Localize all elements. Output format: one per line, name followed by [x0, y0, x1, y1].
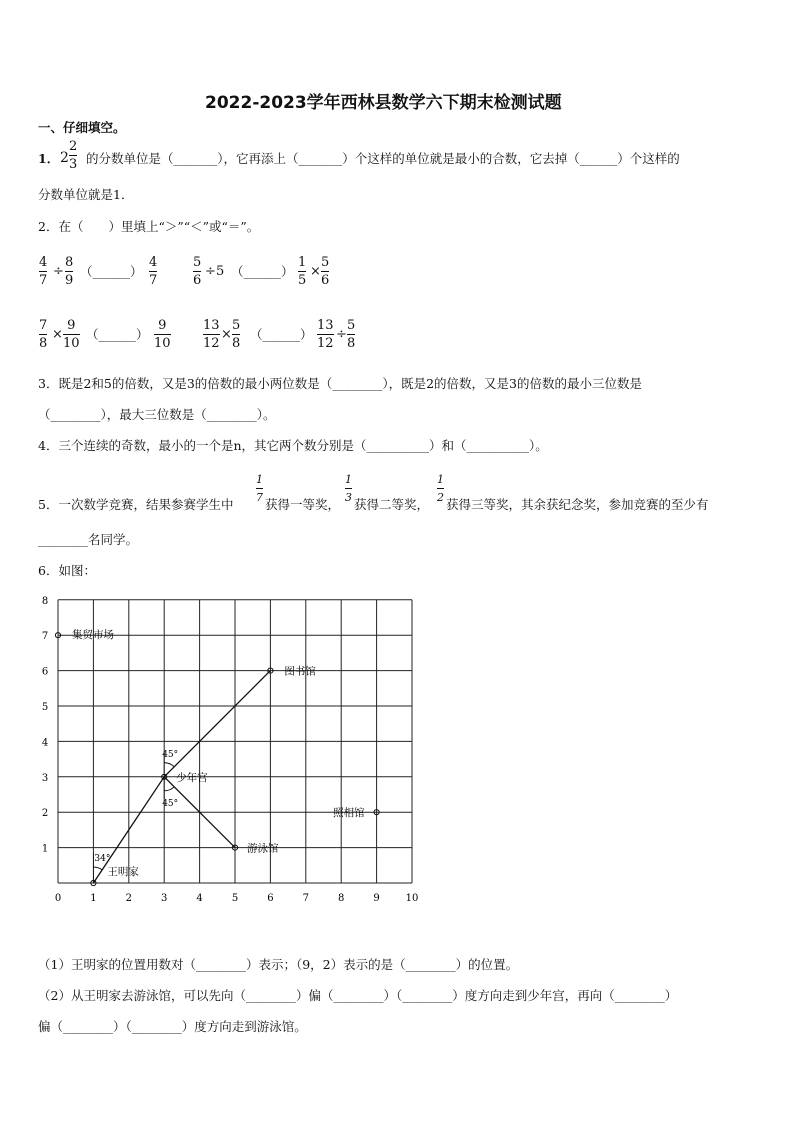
q2-text: 2．在（ ）里填上“＞”“＜”或“＝”。	[38, 219, 260, 234]
q6-sub2a: （2）从王明家去游泳馆，可以先向（________）偏（________）（________）度方向走到少年宫，再向（________）	[38, 988, 678, 1003]
den: 5	[298, 273, 307, 288]
den: 7	[149, 273, 158, 288]
x-tick-label: 8	[338, 893, 345, 904]
q2-r2a-frac2	[63, 318, 80, 351]
q2-r1a-frac3	[149, 255, 157, 288]
den: 10	[154, 336, 171, 351]
x-tick-label: 6	[267, 893, 274, 904]
q5-frac2	[345, 472, 352, 505]
y-tick-label: 1	[41, 843, 49, 855]
location-label: 王明家	[107, 866, 139, 878]
location-label: 图书馆	[284, 665, 316, 678]
route-segment	[164, 671, 270, 777]
q2-r2b-frac2	[232, 318, 240, 351]
x-tick-label: 10	[405, 893, 419, 904]
num: 13	[203, 318, 220, 333]
angle-label: 45°	[162, 798, 179, 809]
q6-sub1: （1）王明家的位置用数对（________）表示；（9，2）表示的是（________）的位置。	[38, 957, 519, 972]
angle-label: 34°	[94, 854, 111, 864]
y-tick-label: 6	[41, 666, 49, 678]
q2-r2b-blank[interactable]: （______）	[250, 327, 313, 342]
q6-sub2b: 偏（________）（________）度方向走到游泳馆。	[38, 1019, 307, 1034]
q1-whole: 2	[60, 150, 69, 166]
y-tick-label: 3	[41, 772, 49, 784]
section-heading: 一、仔细填空。	[38, 120, 126, 135]
q2-r2a-op: ×	[52, 327, 63, 342]
den: 6	[321, 273, 330, 288]
q5-line2: ________名同学。	[38, 532, 139, 547]
x-tick-label: 2	[125, 893, 132, 904]
q2-r1b-frac2	[298, 255, 306, 288]
y-tick-label: 8	[41, 595, 49, 607]
q1-text: 的分数单位是（_______），它再添上（_______）个这样的单位就是最小的合数，它去掉（______）个这样的	[86, 151, 680, 166]
q2-r2a-frac3	[154, 318, 171, 351]
q1-text-cont: 分数单位就是1．	[38, 187, 134, 202]
q2-r1b-op: ÷	[205, 264, 216, 279]
coordinate-grid-chart	[30, 590, 430, 910]
q1-fraction	[69, 139, 77, 172]
angle-arc	[93, 867, 102, 870]
q2-r1b-frac1	[193, 255, 201, 288]
angle-label: 45°	[162, 749, 179, 760]
den: 8	[347, 336, 356, 351]
q2-r1a-blank[interactable]: （______）	[80, 264, 143, 279]
q5-frac1	[256, 472, 263, 505]
den: 10	[63, 336, 80, 351]
den: 12	[203, 336, 220, 351]
q5-text-b: 获得一等奖，	[265, 497, 341, 512]
q5-text-d: 获得三等奖，其余获纪念奖，参加竞赛的至少有	[446, 497, 709, 512]
num: 4	[149, 255, 158, 270]
x-tick-label: 3	[161, 893, 168, 904]
y-tick-label: 7	[41, 631, 49, 643]
q2-r1a-frac1	[39, 255, 47, 288]
den: 2	[437, 491, 444, 504]
q2-r1a-frac2	[65, 255, 73, 288]
num: 1	[256, 473, 263, 486]
num: 1	[437, 473, 444, 486]
location-points	[55, 628, 379, 885]
q5-text-c: 获得二等奖，	[354, 497, 430, 512]
q1-fraction-num: 2	[69, 139, 78, 154]
num: 13	[317, 318, 334, 333]
q2-r2b-frac3b	[347, 318, 355, 351]
x-tick-label: 7	[302, 893, 309, 904]
num: 5	[232, 318, 241, 333]
q1-fraction-den: 3	[69, 157, 78, 172]
q5-frac3	[437, 472, 444, 505]
num: 9	[158, 318, 167, 333]
x-tick-label: 5	[231, 893, 239, 904]
den: 6	[193, 273, 202, 288]
q2-r2a-frac1	[39, 318, 47, 351]
num: 4	[39, 255, 48, 270]
q4-text: 4．三个连续的奇数，最小的一个是n，其它两个数分别是（__________）和（__________）。	[38, 438, 548, 453]
den: 7	[256, 491, 263, 504]
q2-r2a-blank[interactable]: （______）	[86, 327, 149, 342]
q3-line1: 3．既是2和5的倍数，又是3的倍数的最小两位数是（________），既是2的倍数，又是3的倍数的最小三位数是	[38, 376, 642, 391]
location-label: 少年宫	[176, 771, 208, 784]
q2-r1b-blank[interactable]: （______）	[231, 264, 294, 279]
q2-r1a-op: ÷	[53, 264, 64, 279]
num: 5	[321, 255, 330, 270]
x-tick-label: 9	[373, 893, 380, 904]
x-tick-label: 4	[196, 893, 203, 904]
q6-text: 6．如图：	[38, 563, 96, 578]
q2-r2b-rop: ÷	[336, 327, 347, 342]
q2-r1b-rop: ×	[310, 264, 321, 279]
angle-arc	[164, 787, 174, 791]
den: 8	[232, 336, 241, 351]
den: 8	[39, 336, 48, 351]
angle-arc	[164, 763, 174, 767]
den: 9	[65, 273, 74, 288]
y-tick-label: 4	[41, 737, 49, 749]
num: 8	[65, 255, 74, 270]
y-tick-label: 5	[41, 702, 49, 713]
num: 7	[39, 318, 48, 333]
num: 5	[347, 318, 356, 333]
location-label: 集贸市场	[72, 629, 114, 642]
location-label: 照相馆	[333, 807, 365, 820]
den: 7	[39, 273, 48, 288]
q5-text-a: 5．一次数学竞赛，结果参赛学生中	[38, 497, 234, 512]
grid-lines	[58, 600, 412, 883]
page-title: 2022-2023学年西林县数学六下期末检测试题	[205, 93, 562, 113]
x-tick-label: 0	[54, 893, 62, 904]
num: 9	[67, 318, 76, 333]
q2-r1b-whole: 5	[216, 264, 225, 279]
den: 12	[317, 336, 334, 351]
num: 1	[298, 255, 307, 270]
num: 1	[345, 473, 352, 486]
q1-number: 1．	[38, 151, 60, 166]
y-tick-label: 2	[41, 808, 49, 820]
q2-r2b-op: ×	[221, 327, 232, 342]
q2-r2b-frac3	[317, 318, 334, 351]
q3-line2: （________），最大三位数是（________）。	[38, 407, 276, 422]
location-label: 游泳馆	[247, 842, 279, 855]
q2-r2b-frac1	[203, 318, 220, 351]
q2-r1b-frac3	[321, 255, 329, 288]
angle-arcs	[93, 750, 178, 883]
num: 5	[193, 255, 202, 270]
x-tick-label: 1	[90, 893, 97, 904]
den: 3	[345, 491, 352, 504]
